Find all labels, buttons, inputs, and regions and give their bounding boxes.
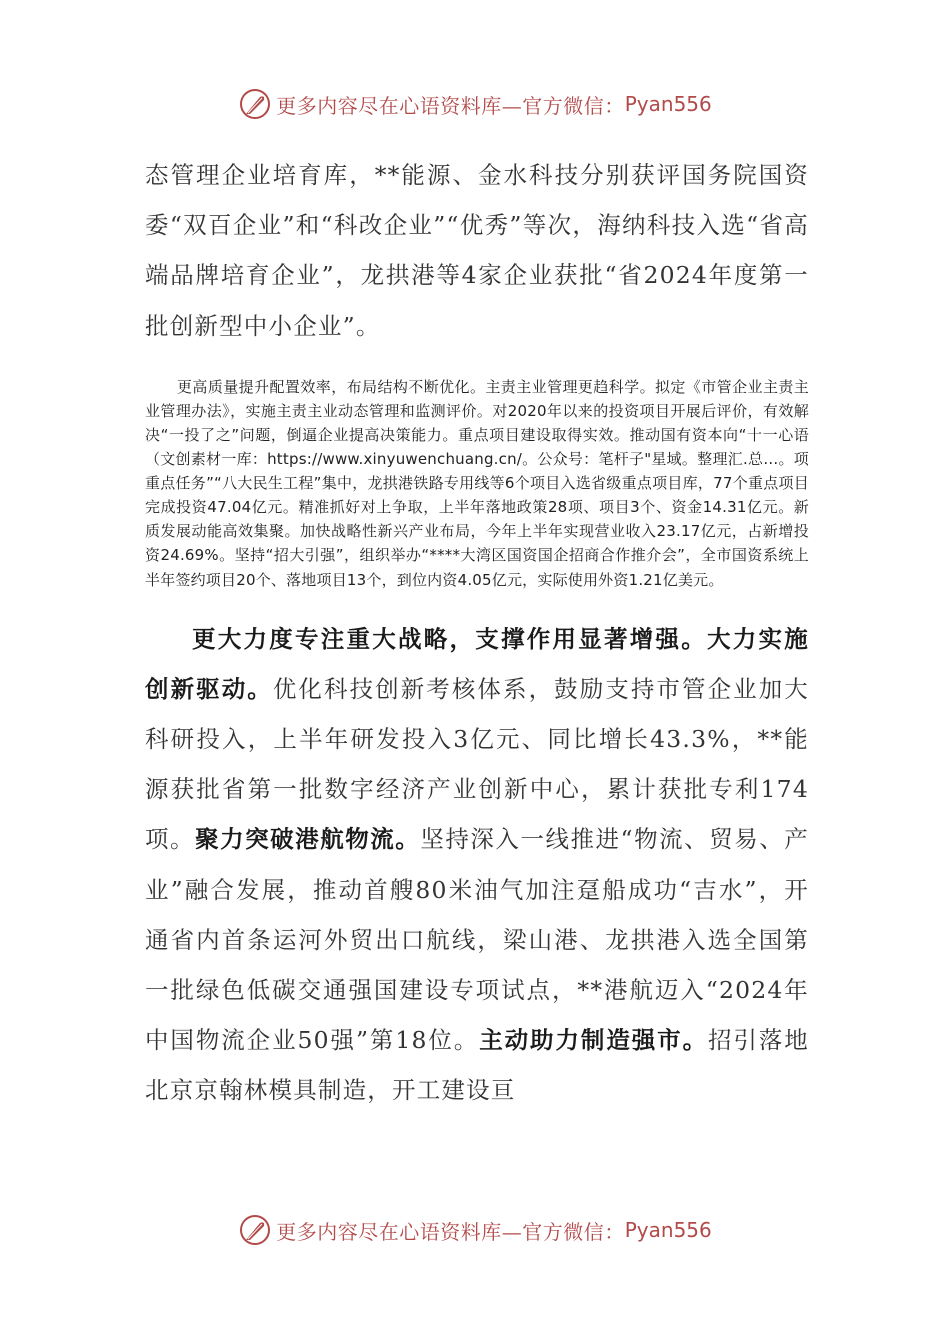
watermark-text: 更多内容尽在心语资料库—官方微信： (276, 1219, 625, 1244)
pen-feather-logo-icon (238, 1213, 272, 1247)
footer-watermark (0, 1210, 950, 1250)
watermark-text: 更多内容尽在心语资料库—官方微信： (276, 93, 625, 118)
watermark-id: Pyan556 (624, 1218, 712, 1242)
watermark-id: Pyan556 (624, 92, 712, 116)
document-body (145, 150, 809, 1116)
paragraph-2: 更高质量提升配置效率，布局结构不断优化。主责主业管理更趋科学。拟定《市管企业主责主业管理办法》，实施主责主业动态管理和监测评价。对2020年以来的投资项目开展后评价，有效解决“一投了之”问题，倒逼企业提高决策能力。重点项目建设取得实效。推动国有资本向“十一心语（文创素材一库：https://www.xinyuwenchuang.cn/。公众号：笔杆子"星域。整理汇.总…。项重点任务”“八大民生工程”集中，龙拱港铁路专用线等6个项目入选省级重点项目库，77个重点项目完成投资47.04亿元。精准抓好对上争取，上半年落地政策28项、项目3个、资金14.31亿元。新质发展动能高效集聚。加快战略性新兴产业布局，今年上半年实现营业收入23.17亿元，占新增投资24.69%。坚持“招大引强”，组织举办“****大湾区国资国企招商合作推介会”，全市国资系统上半年签约项目20个、落地项目13个，到位内资4.05亿元，实际使用外资1.21亿美元。 (145, 377, 809, 589)
header-watermark (0, 84, 950, 124)
bold-heading-3: 主动助力制造强市。 (479, 1026, 709, 1055)
text-segment-3: 招引落地北京京翰林模具制造，开工建设亘 (145, 1026, 809, 1105)
text-segment-2: 坚持深入一线推进“物流、贸易、产业”融合发展，推动首艘80米油气加注趸船成功“吉水”，开通省内首条运河外贸出口航线，梁山港、龙拱港入选全国第一批绿色低碳交通强国建设专项试点，**港航迈入“2024年中国物流企业50强”第18位。 (145, 825, 809, 1055)
bold-heading-1: 更大力度专注重大战略，支撑作用显著增强。大力实施创新驱动。 (145, 624, 809, 703)
pen-feather-logo-icon (238, 87, 272, 121)
bold-heading-2: 聚力突破港航物流。 (195, 825, 421, 854)
text-segment-1: 优化科技创新考核体系，鼓励支持市管企业加大科研投入，上半年研发投入3亿元、同比增长43.3%，**能源获批省第一批数字经济产业创新中心，累计获批专利174项。 (145, 674, 809, 854)
paragraph-1: 态管理企业培育库，**能源、金水科技分别获评国务院国资委“双百企业”和“科改企业”“优秀”等次，海纳科技入选“省高端品牌培育企业”，龙拱港等4家企业获批“省2024年度第一批创新型中小企业”。 (145, 161, 809, 340)
paragraph-3 (145, 614, 809, 1116)
